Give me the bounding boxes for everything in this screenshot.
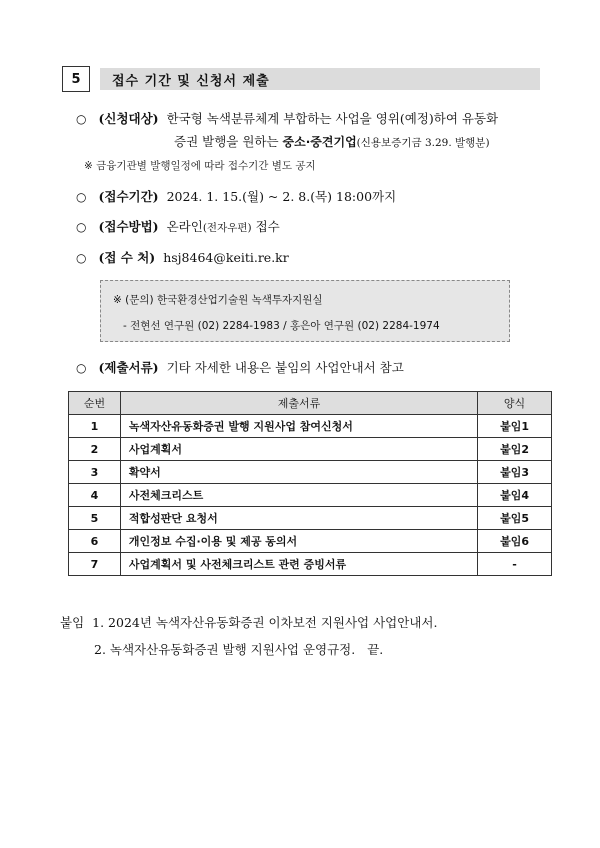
row-doc: 사전체크리스트 (120, 484, 477, 507)
header-doc: 제출서류 (120, 392, 477, 415)
target-text-line2: 증권 발행을 원하는 (174, 134, 279, 149)
attachment-line1 (60, 613, 437, 631)
table-row (69, 530, 552, 553)
period-label: (접수기간) (98, 189, 159, 204)
table-row (69, 461, 552, 484)
target-line1 (76, 109, 498, 127)
row-doc: 적합성판단 요청서 (120, 507, 477, 530)
bullet-circle: ○ (76, 190, 87, 204)
row-doc: 개인정보 수집·이용 및 제공 동의서 (120, 530, 477, 553)
row-form: 붙임6 (478, 530, 552, 553)
contact-title: ※ (문의) 한국환경산업기술원 녹색투자지원실 (113, 294, 323, 306)
section-title-bar (100, 68, 540, 90)
row-doc: 확약서 (120, 461, 477, 484)
row-form: 붙임4 (478, 484, 552, 507)
period-value: 2024. 1. 15.(월) ~ 2. 8.(목) 18:00까지 (166, 189, 397, 204)
row-form: - (478, 553, 552, 576)
method-value: 온라인 (166, 219, 203, 234)
section-number-text: 5 (71, 71, 81, 87)
bullet-circle: ○ (76, 251, 87, 265)
target-emphasis: 중소·중견기업 (282, 135, 357, 149)
bullet-circle: ○ (76, 361, 87, 375)
attachment-item-1[interactable]: 1. 2024년 녹색자산유동화증권 이차보전 지원사업 사업안내서. (92, 615, 438, 630)
schedule-note: ※ 금융기관별 발행일정에 따라 접수기간 별도 공지 (84, 160, 316, 172)
target-text-line1: 한국형 녹색분류체계 부합하는 사업을 영위(예정)하여 유동화 (166, 111, 499, 126)
docs-intro-text: 기타 자세한 내용은 붙임의 사업안내서 참고 (166, 360, 404, 375)
row-form: 붙임3 (478, 461, 552, 484)
row-doc: 사업계획서 및 사전체크리스트 관련 증빙서류 (120, 553, 477, 576)
attachment-line2 (94, 640, 383, 658)
row-no: 5 (69, 507, 121, 530)
method-label: (접수방법) (98, 219, 159, 234)
end-mark: 끝. (367, 642, 384, 657)
section-title: 접수 기간 및 신청서 제출 (112, 73, 270, 89)
table-row (69, 415, 552, 438)
row-doc: 사업계획서 (120, 438, 477, 461)
row-form: 붙임1 (478, 415, 552, 438)
bullet-circle: ○ (76, 220, 87, 234)
section-number (62, 66, 90, 92)
target-label: (신청대상) (98, 111, 159, 126)
row-no: 7 (69, 553, 121, 576)
docs-label: (제출서류) (98, 360, 159, 375)
table-row (69, 507, 552, 530)
method-value-note: (전자우편) (202, 222, 252, 234)
period-line (76, 187, 396, 205)
place-label: (접 수 처) (98, 250, 156, 265)
header-no: 순번 (69, 392, 121, 415)
row-no: 2 (69, 438, 121, 461)
table-header-row (69, 392, 552, 415)
method-value-tail: 접수 (255, 219, 280, 234)
table-row (69, 438, 552, 461)
row-no: 1 (69, 415, 121, 438)
method-line (76, 217, 280, 235)
row-form: 붙임5 (478, 507, 552, 530)
target-line2 (174, 132, 490, 150)
target-note: (신용보증기금 3.29. 발행분) (356, 137, 490, 149)
row-no: 6 (69, 530, 121, 553)
place-line (76, 248, 289, 266)
attachment-label: 붙임 (60, 615, 85, 630)
contact-persons: - 전현선 연구원 (02) 2284-1983 / 홍은아 연구원 (02) 2284-1974 (123, 320, 440, 332)
row-form: 붙임2 (478, 438, 552, 461)
row-no: 3 (69, 461, 121, 484)
contact-box (100, 280, 510, 342)
bullet-circle: ○ (76, 112, 87, 126)
docs-intro-line (76, 358, 404, 376)
attachment-item-2[interactable]: 2. 녹색자산유동화증권 발행 지원사업 운영규정. (94, 642, 356, 657)
header-form: 양식 (478, 392, 552, 415)
row-no: 4 (69, 484, 121, 507)
row-doc: 녹색자산유동화증권 발행 지원사업 참여신청서 (120, 415, 477, 438)
email-link[interactable]: hsj8464@keiti.re.kr (163, 250, 289, 265)
table-row (69, 553, 552, 576)
documents-table (68, 391, 552, 576)
table-row (69, 484, 552, 507)
